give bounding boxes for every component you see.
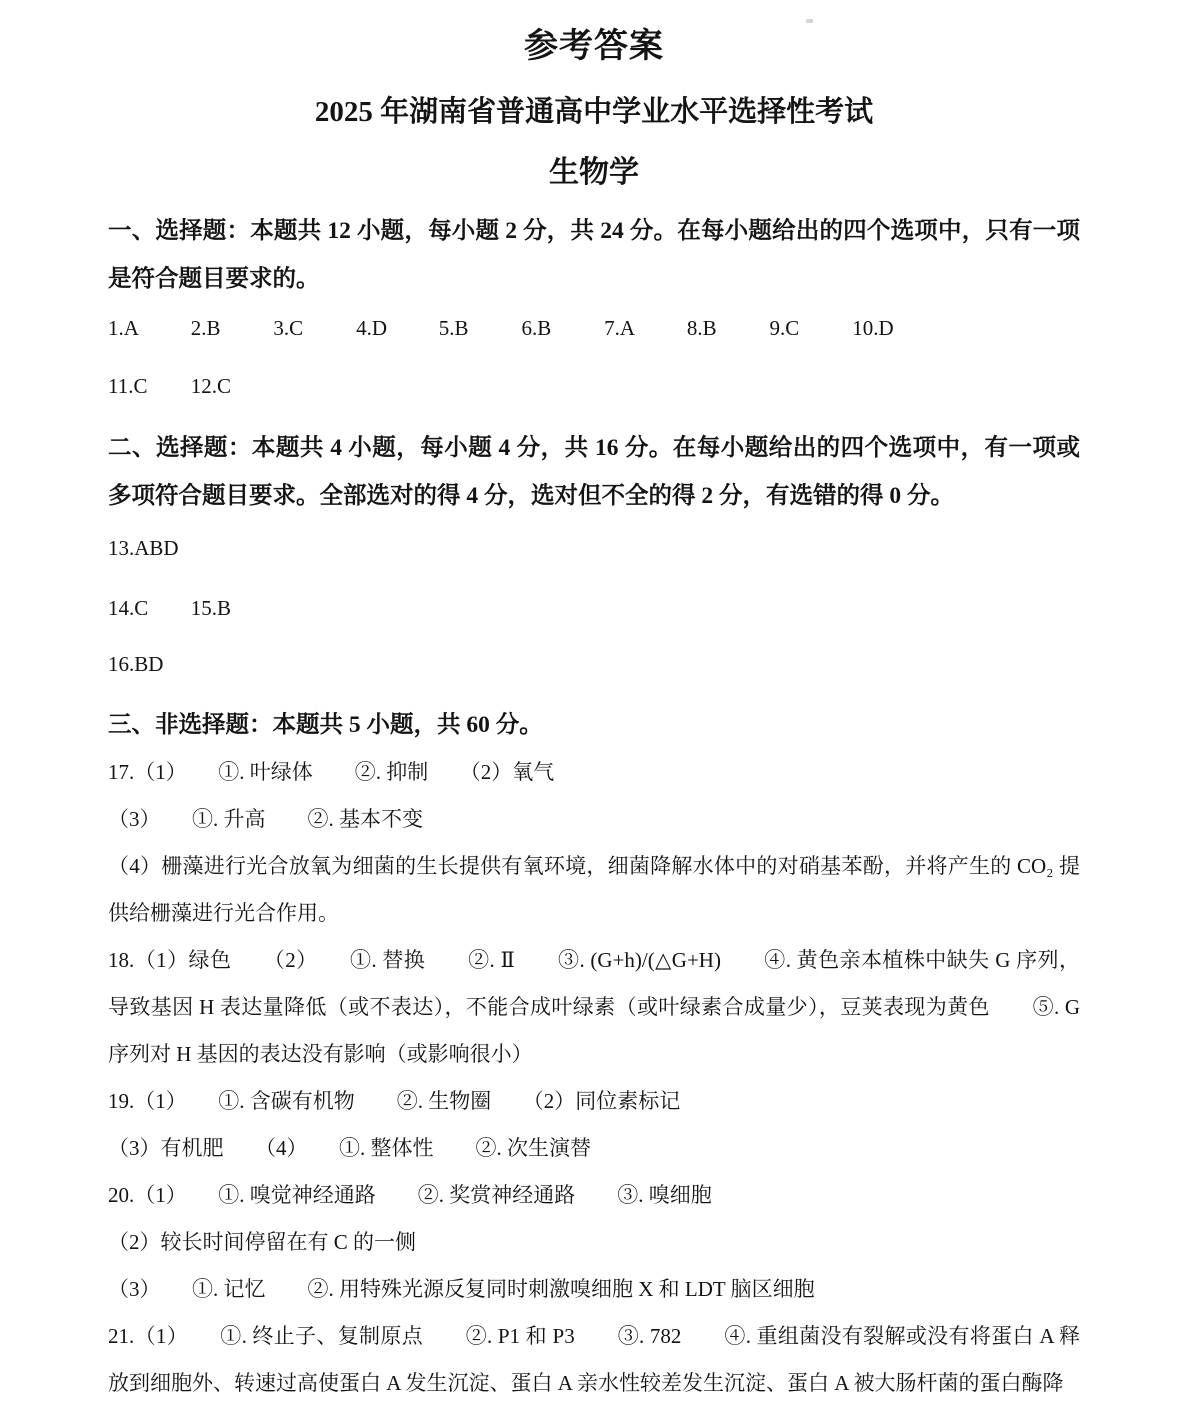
answer-line: （2）较长时间停留在有 C 的一侧 — [108, 1230, 417, 1254]
section-1-answers-row-2 — [108, 374, 1080, 398]
answer-line: 20.（1） ①. 嗅觉神经通路 ②. 奖赏神经通路 ③. 嗅细胞 — [108, 1183, 712, 1207]
document-content — [0, 26, 1190, 1407]
answer-item: 5.B — [438, 316, 469, 340]
answer-line: （3） ①. 记忆 ②. 用特殊光源反复同时刺激嗅细胞 X 和 LDT 脑区细胞 — [108, 1277, 815, 1301]
section-1-heading: 一、选择题：本题共 12 小题，每小题 2 分，共 24 分。在每小题给出的四个选项中，只有一项是符合题目要求的。 — [108, 218, 1080, 292]
section-2-answers-row-3 — [108, 652, 1080, 676]
answer-line: 21.（1） ①. 终止子、复制原点 ②. P1 和 P3 ③. 782 ④. 重组菌没有裂解或没有将蛋白 A 释放到细胞外、转速过高使蛋白 A 发生沉淀、蛋白 A 亲水性较差发生沉淀、蛋白 A 被大肠杆菌的蛋白酶降 — [108, 1324, 1080, 1395]
answer-item: 1.A — [108, 316, 139, 340]
answer-item: 11.C — [108, 374, 148, 398]
scan-artifact-dot — [806, 19, 813, 23]
answer-line: （3） ①. 升高 ②. 基本不变 — [108, 807, 423, 831]
answer-line: （3）有机肥 （4） ①. 整体性 ②. 次生演替 — [108, 1136, 591, 1160]
answer-item: 7.A — [604, 316, 636, 340]
answer-item: 9.C — [769, 316, 800, 340]
answer-item: 6.B — [521, 316, 552, 340]
section-2-answers-row-2 — [108, 596, 1080, 620]
subject-title: 生物学 — [549, 156, 639, 189]
answer-line: 17.（1） ①. 叶绿体 ②. 抑制 （2）氧气 — [108, 760, 555, 784]
section-3-answer-lines — [108, 749, 1080, 1407]
answer-item: 14.C — [108, 596, 149, 620]
answer-line: 19.（1） ①. 含碳有机物 ②. 生物圈 （2）同位素标记 — [108, 1089, 681, 1113]
section-2-answers-row-1 — [108, 536, 1080, 560]
answer-item: 10.D — [852, 316, 894, 340]
answer-line: （4）栅藻进行光合放氧为细菌的生长提供有氧环境，细菌降解水体中的对硝基苯酚，并将产生的 CO₂ 提供给栅藻进行光合作用。 — [108, 854, 1080, 925]
answer-item: 12.C — [190, 374, 231, 398]
answer-item: 2.B — [190, 316, 221, 340]
section-1-answers-row-1 — [108, 316, 1080, 340]
answer-item: 15.B — [190, 596, 231, 620]
answer-line: 18.（1）绿色 （2） ①. 替换 ②. Ⅱ ③. (G+h)/(△G+H) ④. 黄色亲本植株中缺失 G 序列，导致基因 H 表达量降低（或不表达），不能合成叶绿素（或叶绿素合成量少），豆荚表现为黄色 ⑤. G 序列对 H 基因的表达没有影响（或影响很小） — [108, 948, 1080, 1066]
section-3-heading: 三、非选择题：本题共 5 小题，共 60 分。 — [108, 712, 543, 738]
answer-item: 13.ABD — [108, 536, 179, 560]
answer-item: 3.C — [273, 316, 304, 340]
answer-item: 16.BD — [108, 652, 164, 676]
answer-item: 4.D — [356, 316, 387, 340]
answer-item: 8.B — [686, 316, 717, 340]
page-title: 参考答案 — [524, 28, 664, 65]
section-2-heading: 二、选择题：本题共 4 小题，每小题 4 分，共 16 分。在每小题给出的四个选项中，有一项或多项符合题目要求。全部选对的得 4 分，选对但不全的得 2 分，有选错的得 0 分。 — [108, 435, 1080, 509]
exam-title: 2025 年湖南省普通高中学业水平选择性考试 — [314, 96, 874, 128]
